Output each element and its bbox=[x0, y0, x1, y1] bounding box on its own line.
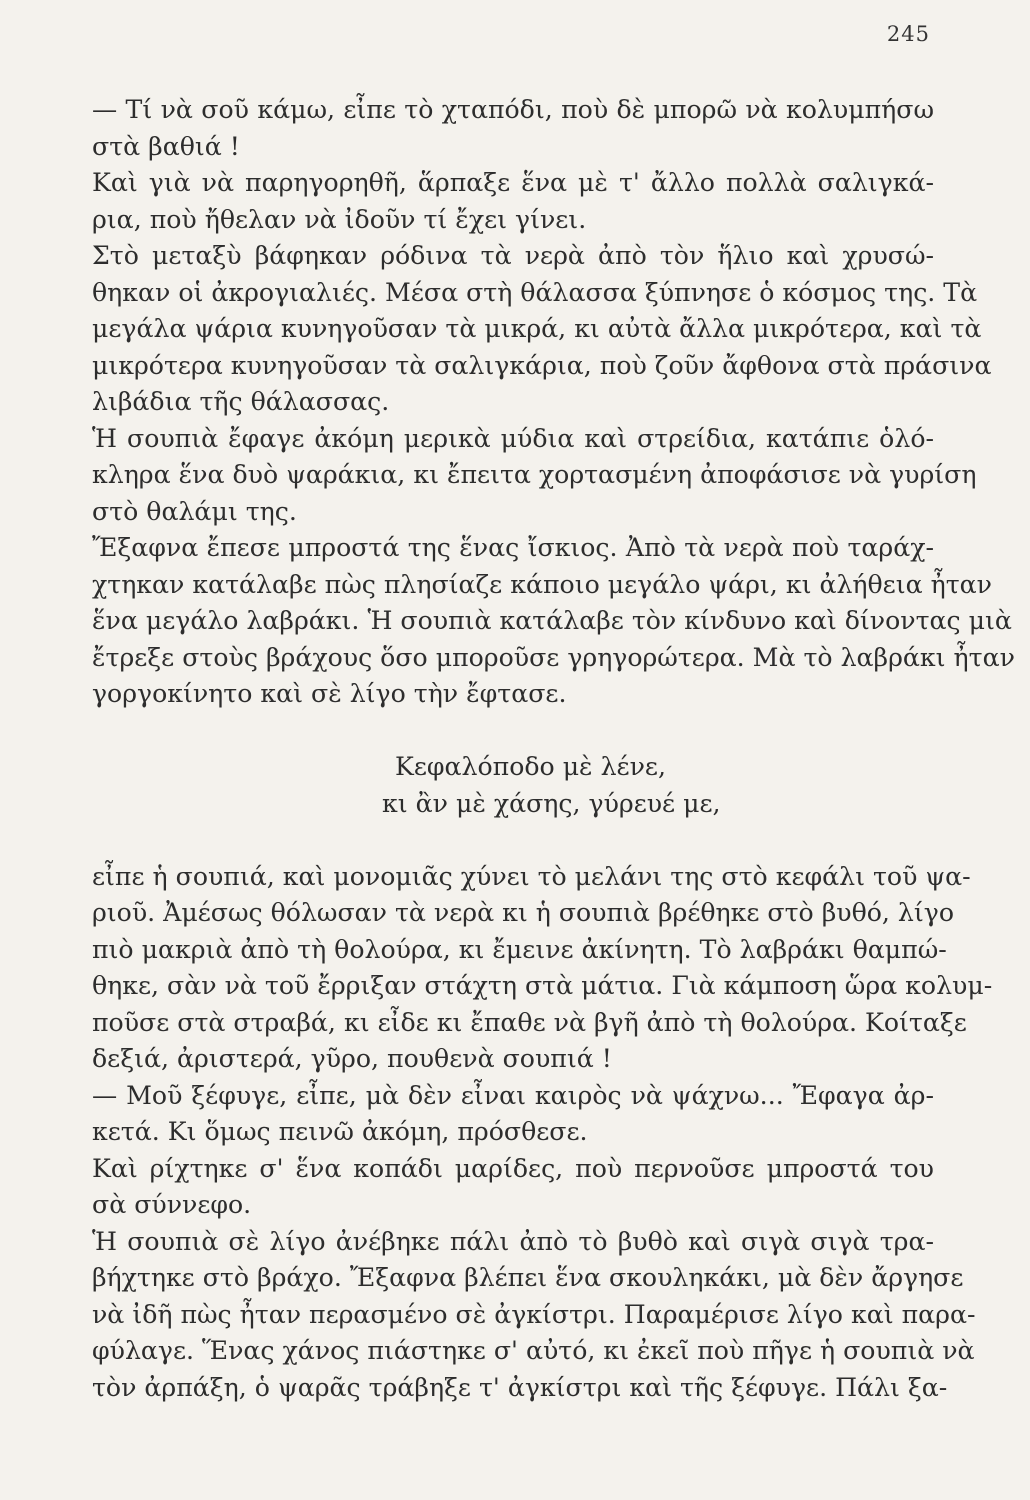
text-line: κετά. Κι ὅμως πεινῶ ἀκόμη, πρόσθεσε. bbox=[92, 1117, 588, 1146]
text-line: πιὸ μακριὰ ἀπὸ τὴ θολούρα, κι ἔμεινε ἀκίνητη. Τὸ λαβράκι θαμπώ- bbox=[92, 934, 947, 964]
text-line: θηκε, σὰν νὰ τοῦ ἔρριξαν στάχτη στὰ μάτια. Γιὰ κάμποση ὥρα κολυμ- bbox=[92, 971, 993, 1000]
text-line: ἔτρεξε στοὺς βράχους ὅσο μποροῦσε γρηγορώτερα. Μὰ τὸ λαβράκι ἦταν bbox=[92, 642, 1015, 672]
text-line: δεξιά, ἀριστερά, γῦρο, πουθενὰ σουπιά ! bbox=[92, 1044, 612, 1073]
text-line: χτηκαν κατάλαβε πὼς πλησίαζε κάποιο μεγάλο ψάρι, κι ἀλήθεια ἦταν bbox=[92, 569, 992, 599]
text-line: κληρα ἕνα δυὸ ψαράκια, κι ἔπειτα χορτασμένη ἀποφάσισε νὰ γυρίση bbox=[92, 460, 977, 489]
text-line: βήχτηκε στὸ βράχο. Ἔξαφνα βλέπει ἕνα σκουληκάκι, μὰ δὲν ἄργησε bbox=[92, 1263, 964, 1292]
stanza-gap bbox=[92, 713, 934, 750]
verse-line-2: κι ἂν μὲ χάσης, γύρευέ με, bbox=[382, 788, 721, 818]
text-line: λιβάδια τῆς θάλασσας. bbox=[92, 387, 390, 416]
text-line: τὸν ἀρπάξη, ὁ ψαρᾶς τράβηξε τ' ἀγκίστρι καὶ τῆς ξέφυγε. Πάλι ξα- bbox=[92, 1372, 948, 1402]
text-section-2 bbox=[92, 859, 993, 1407]
text-line: ἕνα μεγάλο λαβράκι. Ἡ σουπιὰ κατάλαβε τὸν κίνδυνο καὶ δίνοντας μιὰ bbox=[92, 606, 1012, 635]
stanza-gap bbox=[92, 822, 934, 859]
verse-line-1: Κεφαλόποδο μὲ λένε, bbox=[395, 752, 666, 781]
text-line: Στὸ μεταξὺ βάφηκαν ρόδινα τὰ νερὰ ἀπὸ τὸν ἥλιο καὶ χρυσώ- bbox=[92, 241, 934, 270]
text-line: σὰ σύννεφο. bbox=[92, 1190, 252, 1219]
text-line: ρια, ποὺ ἤθελαν νὰ ἰδοῦν τί ἔχει γίνει. bbox=[92, 204, 587, 234]
text-line: στὰ βαθιά ! bbox=[92, 131, 240, 161]
text-line: φύλαγε. Ἕνας χάνος πιάστηκε σ' αὐτό, κι ἐκεῖ ποὺ πῆγε ἡ σουπιὰ νὰ bbox=[92, 1336, 975, 1365]
text-line: Καὶ γιὰ νὰ παρηγορηθῆ, ἅρπαξε ἕνα μὲ τ' ἄλλο πολλὰ σαλιγκά- bbox=[92, 168, 934, 197]
text-line: μεγάλα ψάρια κυνηγοῦσαν τὰ μικρά, κι αὐτὰ ἄλλα μικρότερα, καὶ τὰ bbox=[92, 314, 982, 343]
text-line: ποῦσε στὰ στραβά, κι εἶδε κι ἔπαθε νὰ βγῆ ἀπὸ τὴ θολούρα. Κοίταξε bbox=[92, 1007, 967, 1037]
text-line: νὰ ἰδῆ πὼς ἦταν περασμένο σὲ ἀγκίστρι. Παραμέρισε λίγο καὶ παρα- bbox=[92, 1299, 976, 1329]
text-line: στὸ θαλάμι της. bbox=[92, 496, 297, 526]
text-line: — Τί νὰ σοῦ κάμω, εἶπε τὸ χταπόδι, ποὺ δὲ μπορῶ νὰ κολυμπήσω bbox=[92, 95, 934, 124]
text-line: ριοῦ. Ἀμέσως θόλωσαν τὰ νερὰ κι ἡ σουπιὰ βρέθηκε στὸ βυθό, λίγο bbox=[92, 898, 954, 927]
text-line: Καὶ ρίχτηκε σ' ἕνα κοπάδι μαρίδες, ποὺ περνοῦσε μπροστά του bbox=[92, 1153, 934, 1183]
text-line: Ἡ σουπιὰ ἔφαγε ἀκόμη μερικὰ μύδια καὶ στρείδια, κατάπιε ὁλό- bbox=[92, 423, 934, 453]
text-line: μικρότερα κυνηγοῦσαν τὰ σαλιγκάρια, ποὺ ζοῦν ἄφθονα στὰ πράσινα bbox=[92, 350, 992, 380]
text-line: — Μοῦ ξέφυγε, εἶπε, μὰ δὲν εἶναι καιρὸς νὰ ψάχνω... Ἔφαγα ἀρ- bbox=[92, 1080, 934, 1110]
text-line: Ἡ σουπιὰ σὲ λίγο ἀνέβηκε πάλι ἀπὸ τὸ βυθὸ καὶ σιγὰ σιγὰ τρα- bbox=[92, 1226, 934, 1256]
text-line: εἶπε ἡ σουπιά, καὶ μονομιᾶς χύνει τὸ μελάνι της στὸ κεφάλι τοῦ ψα- bbox=[92, 861, 971, 891]
body-text bbox=[92, 92, 1015, 1406]
page-number: 245 bbox=[886, 22, 930, 46]
text-line: γοργοκίνητο καὶ σὲ λίγο τὴν ἔφτασε. bbox=[92, 679, 567, 708]
text-section-1 bbox=[92, 92, 1015, 713]
text-line: θηκαν οἱ ἀκρογιαλιές. Μέσα στὴ θάλασσα ξύπνησε ὁ κόσμος της. Τὰ bbox=[92, 277, 978, 307]
text-line: Ἔξαφνα ἔπεσε μπροστά της ἕνας ἴσκιος. Ἀπὸ τὰ νερὰ ποὺ ταράχ- bbox=[92, 533, 934, 562]
